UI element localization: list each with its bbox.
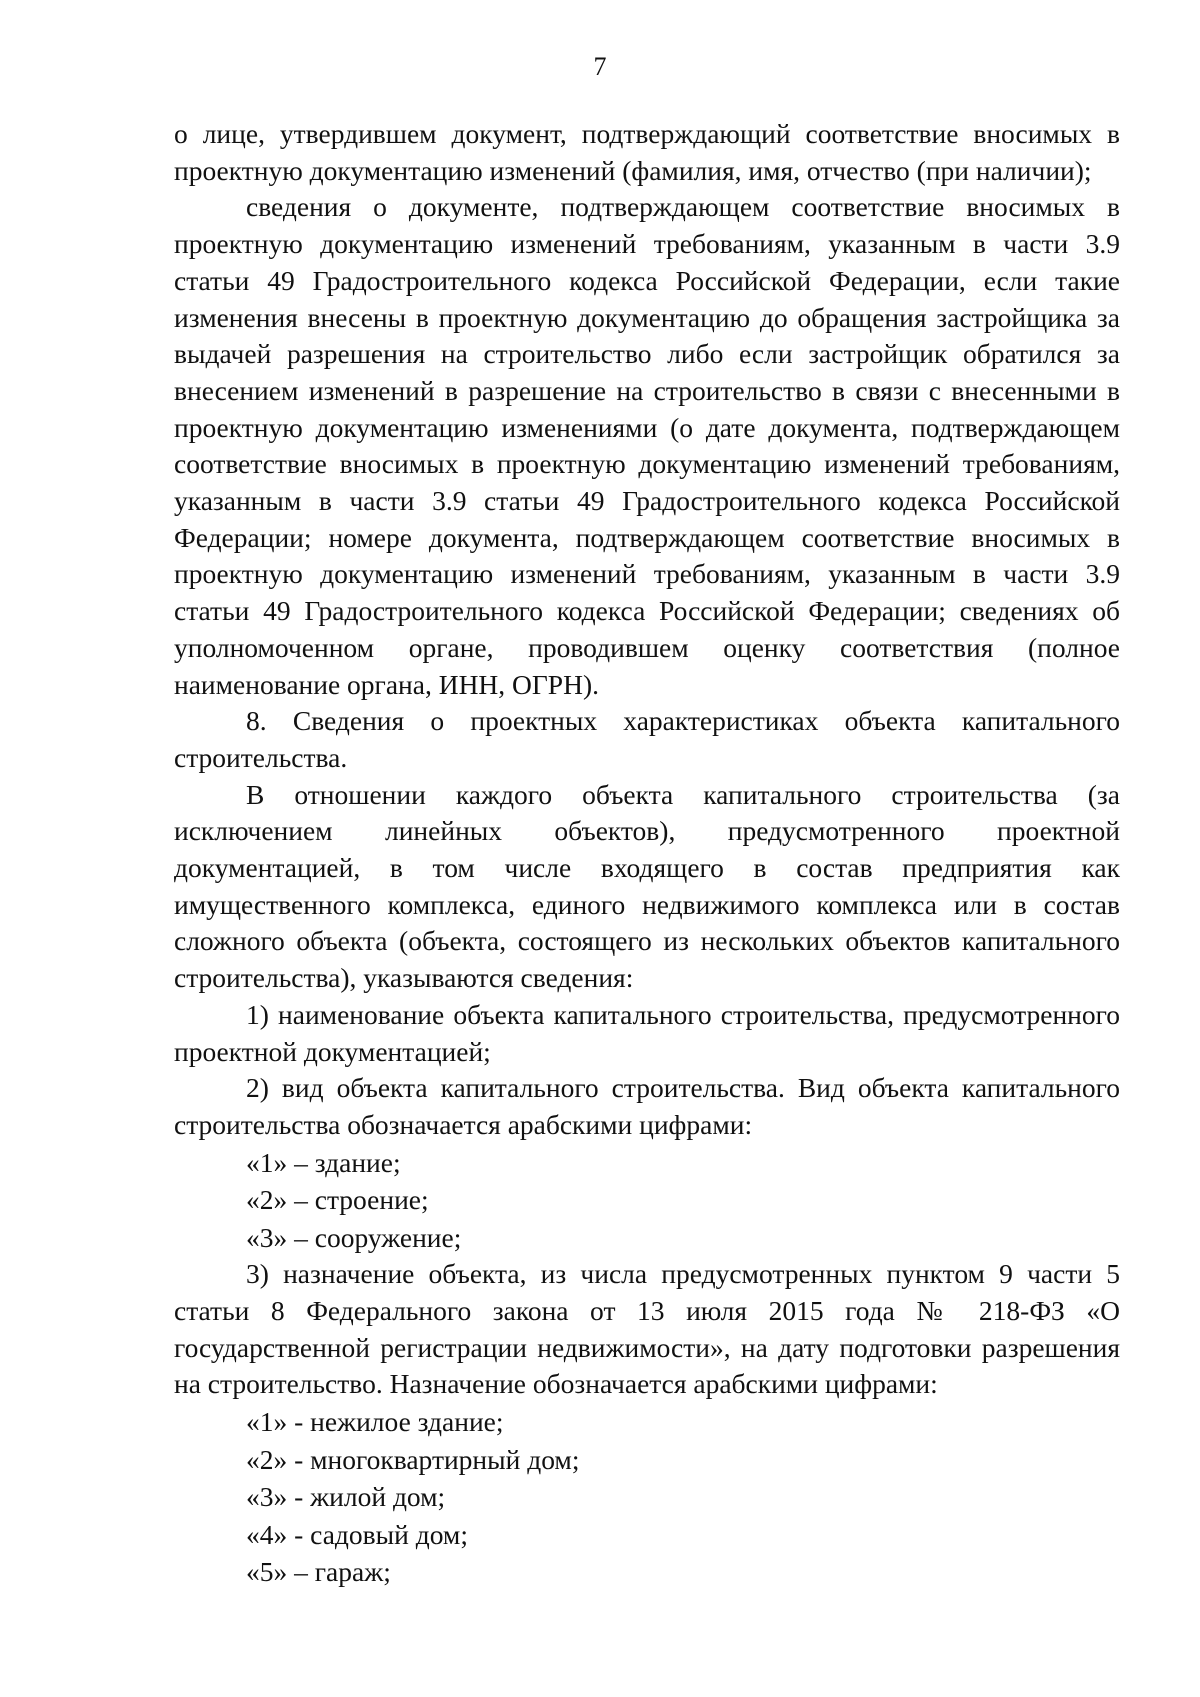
paragraph-continuation: о лице, утвердившем документ, подтверждающий соответствие вносимых в проектную документацию изменений (фамилия, имя, отчество (при наличии); <box>174 118 1120 186</box>
list-item: «1» - нежилое здание; <box>246 1406 504 1437</box>
list-item: «3» - жилой дом; <box>246 1481 446 1512</box>
list-item: «2» - многоквартирный дом; <box>246 1443 580 1475</box>
paragraph-conformity-document: сведения о документе, подтверждающем соответствие вносимых в проектную документацию изменений требованиям, указанным в части 3.9 статьи 49 Градостроительного кодекса Российской Федерации, если такие изменения внесены в проектную документацию до обращения застройщика за выдачей разрешения на строительство либо если застройщик обратился за внесением изменений в разрешение на строительство в связи с внесенными в проектную документацию изменениями (о дате документа, подтверждающем соответствие вносимых в проектную документацию изменений требованиям, указанным в части 3.9 статьи 49 Градостроительного кодекса Российской Федерации; номере документа, подтверждающем соответствие вносимых в проектную документацию изменений требованиям, указанным в части 3.9 статьи 49 Градостроительного кодекса Российской Федерации; сведениях об уполномоченном органе, проводившем оценку соответствия (полное наименование органа, ИНН, ОГРН). <box>174 191 1120 700</box>
list-item: «4» - садовый дом; <box>246 1518 468 1550</box>
list-item: «1» – здание; <box>246 1146 401 1178</box>
list-item: «3» – сооружение; <box>246 1221 462 1253</box>
item-1-object-name: 1) наименование объекта капитального строительства, предусмотренного проектной документацией; <box>174 998 1120 1067</box>
item-3-object-purpose: 3) назначение объекта, из числа предусмотренных пунктом 9 части 5 статьи 8 Федерального закона от 13 июля 2015 года № 218-ФЗ «О государственной регистрации недвижимости», на дату подготовки разрешения на строительство. Назначение обозначается арабскими цифрами: <box>174 1258 1120 1400</box>
purpose-list <box>174 1403 1120 1591</box>
item-2-object-kind: 2) вид объекта капитального строительства. Вид объекта капитального строительства обозначается арабскими цифрами: <box>174 1072 1120 1140</box>
document-body <box>174 116 1120 1591</box>
list-item: «2» – строение; <box>246 1184 429 1216</box>
paragraph-each-object: В отношении каждого объекта капитального строительства (за исключением линейных объектов), предусмотренного проектной документацией, в том числе входящего в состав предприятия как имущественного комплекса, единого недвижимого комплекса или в состав сложного объекта (объекта, состоящего из нескольких объектов капитального строительства), указываются сведения: <box>174 778 1120 994</box>
list-item: «5» – гараж; <box>246 1556 391 1587</box>
section-8-heading: 8. Сведения о проектных характеристиках объекта капитального строительства. <box>174 705 1120 773</box>
object-kind-list <box>174 1144 1120 1257</box>
page-number: 7 <box>593 52 607 81</box>
